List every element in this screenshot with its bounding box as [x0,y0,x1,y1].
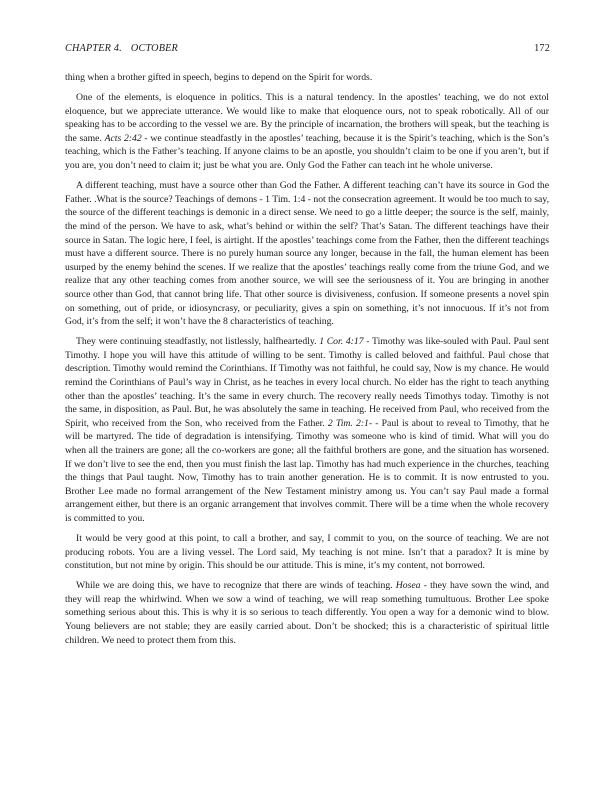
text-run: A different teaching, must have a source other than God the Father. A different teaching can’t have its source in God the Father. .What is the source? Teachings of demons - 1 Tim. 1:4 - not the consecration agreement. It would be too much to say, the source of the different teachings is demonic in a direct sense. We need to go a little deeper; the source is the self, mainly, the mind of the person. We have to ask, what’s behind or within the self? That’s Satan. The different teachings have their source in Satan. The logic here, I feel, is airtight. If the apostles’ teachings come from the Father, then the different teachings must have a different source. There is no purely human source any longer, because in the fall, the human element has been usurped by the enemy behind the scenes. If we realize that the apostles’ teachings really come from the triune God, and we realize that any other teaching comes from another source, we will see the seriousness of it. You are bringing in another source other than God, that cannot bring life. That other source is divisiveness, confusion. If someone presents a novel spin on something, out of pride, or idiosyncrasy, or peculiarity, gives a spin on something, it’s not innocuous. If it’s not from God, it’s from the self; it won’t have the 8 characteristics of teaching. [65,180,549,328]
document-body [65,71,549,654]
text-run: thing when a brother gifted in speech, begins to depend on the Spirit for words. [65,72,373,83]
paragraph [65,179,549,329]
paragraph [65,335,549,525]
scripture-reference: Acts 2:42 [104,132,142,144]
running-header [65,43,550,54]
text-run: - Paul is about to reveal to Timothy, that he will be martyred. The tide of degradation is intensifying. Timothy was someone who is kind of timid. What will you do when all the trainers are gone; all the co-workers are gone; all the faithful brothers are gone, and the situation has worsened. If we don’t live to see the end, then you must finish the last lap. Timothy has had much experience in the churches, teaching the things that Paul taught. Now, Timothy has to train another generation. He is to commit. It is now entrusted to you. Brother Lee made no formal arrangement of the New Testament ministry among us. You can’t say Paul made a formal arrangement either, but there is an organic arrangement that involves commit. There will be a time when the whole recovery is committed to you. [65,417,549,524]
running-header-title [65,43,178,54]
paragraph [65,91,549,173]
page-number: 172 [534,43,550,54]
paragraph [65,579,549,647]
month-label: OCTOBER [130,43,178,54]
text-run: While we are doing this, we have to recognize that there are winds of teaching. [76,580,396,592]
scripture-reference: 1 Cor. 4:17 [319,336,364,348]
paragraph [65,532,549,573]
chapter-label: CHAPTER 4. [65,43,122,54]
text-run: - they have sown the wind, and they will reap the whirlwind. When we sow a wind of teaching, we will reap something tumultuous. Brother Lee spoke something serious about this. This is why it is so serious to teach differently. You open a way for a demonic wind to blow. Young believers are not stable; they are easily carried about. Don’t be shocked; this is a characteristic of spiritual little children. We need to protect them from this. [65,580,549,646]
text-run: - we continue steadfastly in the apostles’ teaching, because it is the Spirit’s teaching, which is the Son’s teaching, which is the Father’s teaching. If anyone claims to be an apostle, you shouldn’t claim to be one if you aren’t, but if you are, you don’t need to claim it; just be what you are. Only God the Father can teach int he whole universe. [65,132,549,172]
text-run: One of the elements, is eloquence in politics. This is a natural tendency. In the apostles’ teaching, we do not extol eloquence, but we appreciate utterance. We would like to make that eloquence ours, not to speak robotically. All of our speaking has to be according to the vessel we are. By the principle of incarnation, the brothers will speak, but the teaching is the same. [65,92,549,144]
text-run: It would be very good at this point, to call a brother, and say, I commit to you, on the source of teaching. We are not producing robots. You are a living vessel. The Lord said, My teaching is not mine. Isn’t that a paradox? It is mine by constitution, but not mine by origin. This should be our attitude. This is mine, it’s my content, not borrowed. [65,533,549,572]
text-run: - Timothy was like-souled with Paul. Paul sent Timothy. I hope you will have this attitude of willing to be sent. Timothy is called beloved and faithful. Paul chose that description. Timothy would remind the Corinthians. If Timothy was not faithful, he could say, Now is my chance. He would remind the Corinthians of Paul’s way in Christ, as he teaches in every local church. No elder has the right to teach anything other than the apostles’ teaching. It’s the same in every church. The recovery really needs Timothys today. Timothy is not the same, in disposition, as Paul. But, he was absolutely the same in teaching. He received from Paul, who received from the Spirit, who received from the Son, who received from the Father. [65,336,549,429]
scripture-reference: 2 Tim. 2:1- [327,417,373,429]
text-run: They were continuing steadfastly, not listlessly, halfheartedly. [76,336,320,348]
paragraph [65,71,549,85]
scripture-reference: Hosea [395,580,421,592]
